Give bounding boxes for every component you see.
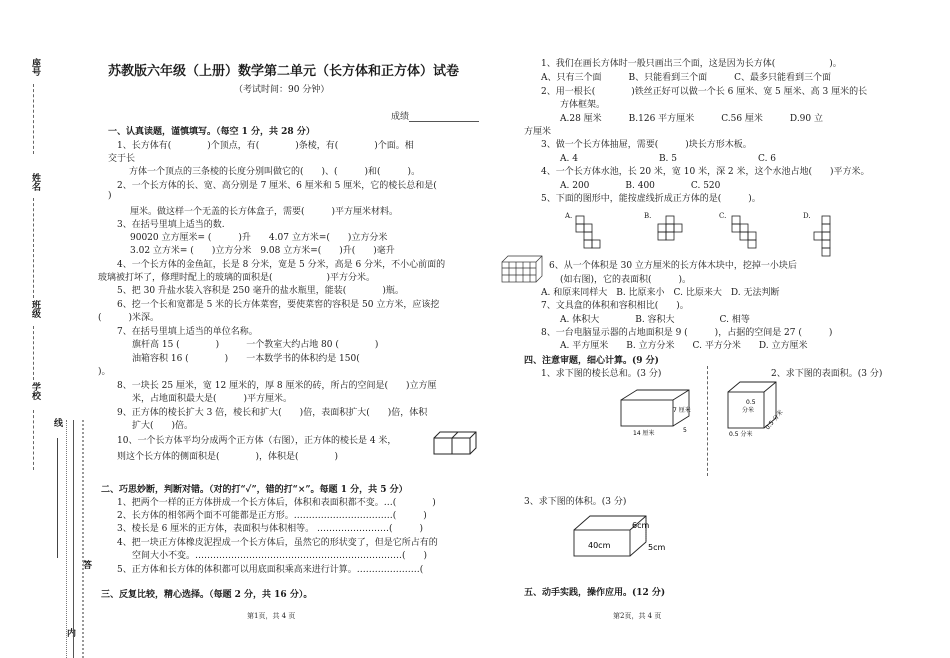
s4-q2: 2、求下图的表面积。(3 分) xyxy=(771,369,883,379)
r-q5: 5、下面的图形中，能按虚线折成正方体的是( )。 xyxy=(541,194,761,204)
footer-left: 第1页，共 4 页 xyxy=(247,612,296,620)
page-title: 苏教版六年级（上册）数学第二单元（长方体和正方体）试卷 xyxy=(108,64,460,79)
q1-2a: 2、一个长方体的长、宽、高分别是 7 厘米、6 厘米和 5 厘米，它的棱长总和是( xyxy=(117,181,437,191)
net-d xyxy=(812,214,842,258)
r-q1-options: A、只有三个面 B、只能看到三个面 C、最多只能看到三个面 xyxy=(541,73,832,83)
q1-6b: ( )米深。 xyxy=(98,313,160,323)
q1-7c: )。 xyxy=(98,367,111,377)
s4-q3: 3、求下图的体积。(3 分) xyxy=(524,497,627,507)
r-q2c: 方厘米 xyxy=(524,127,552,137)
q1-5: 5、把 30 升盐水装入容积是 250 毫升的盐水瓶里，能装( )瓶。 xyxy=(117,286,404,296)
q1-3: 3、在括号里填上适当的数. xyxy=(117,220,225,230)
school-label: 学校 xyxy=(30,382,40,400)
r-q6a: 6、从一个体积是 30 立方厘米的长方体木块中，挖掉一小块后 xyxy=(549,261,797,271)
r-q2a: 2、用一根长( )铁丝正好可以做一个长 6 厘米、宽 5 厘米、高 3 厘米的长 xyxy=(541,87,868,97)
net-a xyxy=(574,214,610,254)
q1-1b: 交于长 xyxy=(108,154,136,164)
q1-6a: 6、挖一个长和宽都是 5 米的长方体菜窖，要使菜窖的容积是 50 立方米，应该挖 xyxy=(117,300,440,310)
net-label-c: C. xyxy=(719,212,727,220)
r-q7: 7、文具盒的体积和容积相比( )。 xyxy=(541,301,689,311)
q1-2b: ) xyxy=(108,191,112,201)
section-3-heading: 三、反复比较，精心选择。（每题 2 分，共 16 分）。 xyxy=(101,590,313,600)
q1-1a: 1、长方体有( )个顶点，有( )条棱，有( )个面。相 xyxy=(117,141,414,151)
r-q6-options: A. 和原来同样大 B. 比原来小 C. 比原来大 D. 无法判断 xyxy=(541,288,780,298)
fig1-depth: 5 xyxy=(683,427,687,434)
fig2-side: 0.5 分米 xyxy=(764,408,785,432)
class-label: 班级 xyxy=(30,300,40,318)
score-label: 成绩 xyxy=(391,109,479,122)
name-label: 姓名 xyxy=(30,173,40,191)
r-q2b: 方体框架。 xyxy=(560,100,606,110)
q1-1c: 方体一个顶点的三条棱的长度分别叫做它的( )、( )和( )。 xyxy=(129,167,421,177)
r-q8: 8、一台电脑显示器的占地面积是 9 ( )，占据的空间是 27 ( ) xyxy=(541,328,833,338)
section-4-heading: 四、注意审题，细心计算。(9 分) xyxy=(524,356,659,366)
q2-4a: 4、把一块正方体橡皮泥捏成一个长方体后，虽然它的形状变了，但是它所占有的 xyxy=(117,538,438,548)
exam-time: （考试时间：90 分钟） xyxy=(234,85,330,95)
s4-q1: 1、求下图的棱长总和。(3 分) xyxy=(541,369,662,379)
section-2-heading: 二、巧思妙断，判断对错。（对的打“✓”，错的打“×”。每题 1 分，共 5 分） xyxy=(101,485,408,495)
r-q6b: (如右图)，它的表面积( )。 xyxy=(560,275,692,285)
notched-block-figure xyxy=(500,254,544,286)
fig1-length: 14 厘米 xyxy=(633,430,655,437)
q1-3b: 3.02 立方米= ( )立方分米 9.08 立方米=( )升( )毫升 xyxy=(130,246,395,256)
r-q4: 4、一个长方体水池，长 20 米，宽 10 米，深 2 米，这个水池占地( )平方米。 xyxy=(541,167,870,177)
r-q1: 1、我们在画长方体时一般只画出三个面，这是因为长方体( )。 xyxy=(541,59,842,69)
fig2-unit: 分米 xyxy=(742,407,755,414)
net-b xyxy=(652,214,688,254)
net-label-d: D. xyxy=(803,212,811,220)
line-label: 线 xyxy=(52,418,62,427)
answer-label: 答 xyxy=(81,560,91,569)
q2-2: 2、长方体的相邻两个面不可能都是正方形。……………………………( ) xyxy=(117,511,427,521)
fig1-height: 7 厘米 xyxy=(673,407,691,414)
section-1-heading: 一、认真读题，谨慎填写。（每空 1 分，共 28 分） xyxy=(108,127,315,137)
cuboid-figure-3 xyxy=(570,508,670,562)
two-cubes-figure xyxy=(432,430,478,456)
net-label-a: A. xyxy=(565,212,573,220)
footer-right: 第2页，共 4 页 xyxy=(613,612,662,620)
seat-label: 座号 xyxy=(30,58,40,76)
q1-4b: 玻璃被打坏了，修理时配上的玻璃的面积是( )平方分米。 xyxy=(98,273,376,283)
r-q8-options: A. 平方厘米 B. 立方分米 C. 平方分米 D. 立方厘米 xyxy=(560,341,808,351)
fig2-top: 0.5 xyxy=(746,399,756,406)
r-q4-options: A. 200 B. 400 C. 520 xyxy=(560,181,721,191)
fig2-bottom: 0.5 分米 xyxy=(729,431,753,438)
inner-label: 内 xyxy=(65,628,75,637)
section-5-heading: 五、动手实践，操作应用。(12 分) xyxy=(524,588,666,598)
q1-8b: 米，占地面积最大是( )平方厘米。 xyxy=(132,394,293,404)
q1-4a: 4、一个长方体的金鱼缸，长是 8 分米，宽是 5 分米，高是 6 分米，不小心前面的 xyxy=(117,260,446,270)
q2-1: 1、把两个一样的正方体拼成一个长方体后，体积和表面积都不变。…( ) xyxy=(117,498,436,508)
q1-10b: 则这个长方体的侧面积是( )，体积是( ) xyxy=(117,452,339,462)
q2-5: 5、正方体和长方体的体积都可以用底面积乘高来进行计算。…………………( xyxy=(117,565,424,575)
fig3-length: 40cm xyxy=(588,541,611,550)
r-q2-options: A.28 厘米 B.126 平方厘米 C.56 厘米 D.90 立 xyxy=(560,114,823,124)
q1-3a: 90020 立方厘米= ( )升 4.07 立方米=( )立方分米 xyxy=(130,233,388,243)
net-c xyxy=(730,214,766,254)
q1-8a: 8、一块长 25 厘米，宽 12 厘米的，厚 8 厘米的砖，所占的空间是( )立方厘 xyxy=(117,381,437,391)
q1-7: 7、在括号里填上适当的单位名称。 xyxy=(117,327,258,337)
fig3-height: 5cm xyxy=(648,543,666,552)
q1-2c: 厘米。做这样一个无盖的长方体盒子，需要( )平方厘米材料。 xyxy=(130,207,399,217)
cube-figure-2 xyxy=(724,378,788,440)
cuboid-figure-1 xyxy=(617,384,695,440)
net-label-b: B. xyxy=(644,212,652,220)
r-q7-options: A. 体积大 B. 容积大 C. 相等 xyxy=(560,315,750,325)
q1-10a: 10、一个长方体平均分成两个正方体（右图），正方体的棱长是 4 米， xyxy=(117,436,397,446)
q2-3: 3、棱长是 6 厘米的正方体，表面积与体积相等。 ……………………( ) xyxy=(117,524,424,534)
q1-9b: 扩大( )倍。 xyxy=(132,421,194,431)
q1-7a: 旗杆高 15 ( ) 一个教室大约占地 80 ( ) xyxy=(132,340,379,350)
r-q3: 3、做一个长方体抽屉，需要( )块长方形木板。 xyxy=(541,140,752,150)
q1-7b: 油箱容积 16 ( ) 一本数学书的体积约是 150( xyxy=(132,354,360,364)
q1-9a: 9、正方体的棱长扩大 3 倍，棱长和扩大( )倍，表面积扩大( )倍，体积 xyxy=(117,408,428,418)
r-q3-options: A. 4 B. 5 C. 6 xyxy=(560,154,777,164)
q2-4b: 空间大小不变。……………………………………………………………( ) xyxy=(132,551,428,561)
fig3-depth: 6cm xyxy=(632,521,650,530)
